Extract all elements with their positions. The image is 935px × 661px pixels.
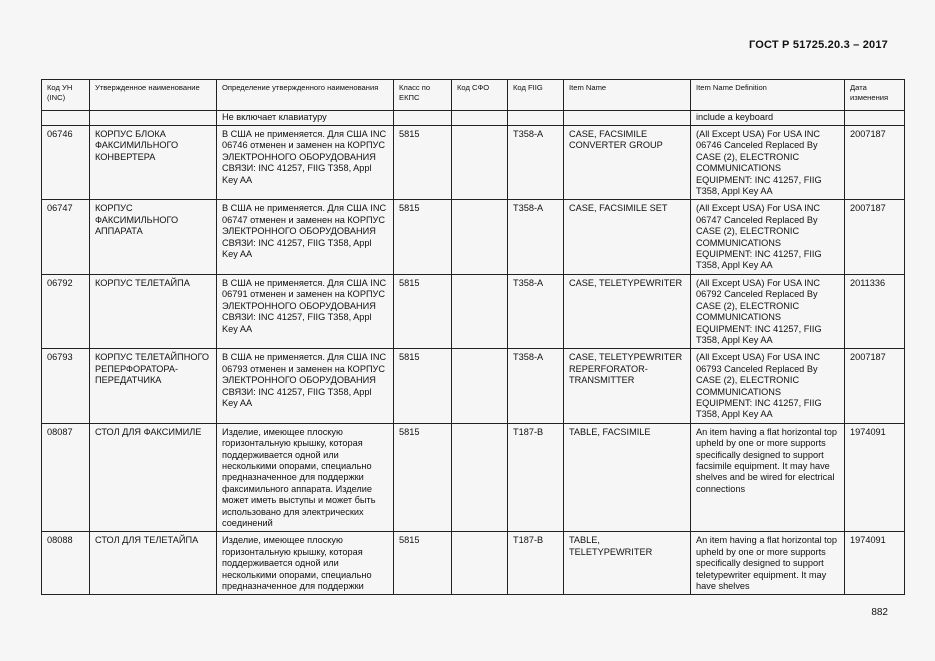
table-row <box>42 126 905 200</box>
header-sfo: Код СФО <box>452 80 508 111</box>
cell-date: 2007187 <box>845 126 905 200</box>
cell-date: 2007187 <box>845 200 905 274</box>
table-header-row <box>42 80 905 111</box>
cell-code: 06793 <box>42 349 90 423</box>
cell-date: 1974091 <box>845 532 905 595</box>
table-row <box>42 274 905 348</box>
cell-code: 06747 <box>42 200 90 274</box>
cell-fiig: T358-A <box>508 274 564 348</box>
cell-class: 5815 <box>394 423 452 532</box>
cell-definition: В США не применяется. Для США INC 06747 отменен и заменен на КОРПУС ЭЛЕКТРОННОГО ОБОРУДОВАНИЯ СВЯЗИ: INC 41257, FIIG T358, Appl Key AA <box>217 200 394 274</box>
catalog-table <box>41 79 905 595</box>
cell-item-name: TABLE, TELETYPEWRITER <box>564 532 691 595</box>
cell-date: 2007187 <box>845 349 905 423</box>
cell-code: 08088 <box>42 532 90 595</box>
cell-fiig: T358-A <box>508 349 564 423</box>
cell-item-name-definition: An item having a flat horizontal top upheld by one or more supports specifically designed to support facsimile equipment. It may have shelves and be wired for electrical connections <box>691 423 845 532</box>
cell-item-name: CASE, TELETYPEWRITER REPERFORATOR-TRANSMITTER <box>564 349 691 423</box>
header-approved-name: Утвержденное наименование <box>90 80 217 111</box>
cell-item-name-definition: (All Except USA) For USA INC 06793 Canceled Replaced By CASE (2), ELECTRONIC COMMUNICATIONS EQUIPMENT: INC 41257, FIIG T358, Appl Key AA <box>691 349 845 423</box>
page-number: 882 <box>871 607 888 618</box>
cell-fiig: T187-B <box>508 532 564 595</box>
cell-approved-name: КОРПУС ФАКСИМИЛЬНОГО АППАРАТА <box>90 200 217 274</box>
continuation-row <box>42 111 905 126</box>
header-definition: Определение утвержденного наименования <box>217 80 394 111</box>
cell-item-name-definition: (All Except USA) For USA INC 06746 Canceled Replaced By CASE (2), ELECTRONIC COMMUNICATIONS EQUIPMENT: INC 41257, FIIG T358, Appl Key AA <box>691 126 845 200</box>
table-row <box>42 200 905 274</box>
header-fiig: Код FIIG <box>508 80 564 111</box>
cell-definition: Изделие, имеющее плоскую горизонтальную крышку, которая поддерживается одной или несколькими опорами, специально предназначенное для поддержки факсимильного аппарата. Изделие может иметь выступы и может быть использовано для электрических соединений <box>217 423 394 532</box>
table-row <box>42 349 905 423</box>
continuation-item-name-definition: include a keyboard <box>691 111 845 126</box>
cell-sfo <box>452 126 508 200</box>
cell-item-name-definition: An item having a flat horizontal top upheld by one or more supports specifically designed to support teletypewriter equipment. It may have shelves <box>691 532 845 595</box>
cell-class: 5815 <box>394 126 452 200</box>
cell-definition: Изделие, имеющее плоскую горизонтальную крышку, которая поддерживается одной или несколькими опорами, специально предназначенное для поддержки <box>217 532 394 595</box>
cell-sfo <box>452 349 508 423</box>
cell-item-name: TABLE, FACSIMILE <box>564 423 691 532</box>
table-row <box>42 532 905 595</box>
cell-approved-name: КОРПУС ТЕЛЕТАЙПНОГО РЕПЕРФОРАТОРА-ПЕРЕДАТЧИКА <box>90 349 217 423</box>
cell-item-name-definition: (All Except USA) For USA INC 06747 Canceled Replaced By CASE (2), ELECTRONIC COMMUNICATIONS EQUIPMENT: INC 41257, FIIG T358, Appl Key AA <box>691 200 845 274</box>
cell-date: 1974091 <box>845 423 905 532</box>
cell-class: 5815 <box>394 200 452 274</box>
header-class: Класс по ЕКПС <box>394 80 452 111</box>
header-item-name-definition: Item Name Definition <box>691 80 845 111</box>
cell-class: 5815 <box>394 532 452 595</box>
cell-sfo <box>452 200 508 274</box>
cell-code: 08087 <box>42 423 90 532</box>
cell-code: 06746 <box>42 126 90 200</box>
cell-class: 5815 <box>394 274 452 348</box>
cell-item-name: CASE, FACSIMILE CONVERTER GROUP <box>564 126 691 200</box>
cell-item-name: CASE, TELETYPEWRITER <box>564 274 691 348</box>
table-row <box>42 423 905 532</box>
cell-sfo <box>452 423 508 532</box>
cell-fiig: T358-A <box>508 126 564 200</box>
cell-approved-name: КОРПУС БЛОКА ФАКСИМИЛЬНОГО КОНВЕРТЕРА <box>90 126 217 200</box>
cell-item-name: CASE, FACSIMILE SET <box>564 200 691 274</box>
cell-class: 5815 <box>394 349 452 423</box>
cell-item-name-definition: (All Except USA) For USA INC 06792 Canceled Replaced By CASE (2), ELECTRONIC COMMUNICATIONS EQUIPMENT: INC 41257, FIIG T358, Appl Key AA <box>691 274 845 348</box>
cell-date: 2011336 <box>845 274 905 348</box>
cell-definition: В США не применяется. Для США INC 06746 отменен и заменен на КОРПУС ЭЛЕКТРОННОГО ОБОРУДОВАНИЯ СВЯЗИ: INC 41257, FIIG T358, Appl Key AA <box>217 126 394 200</box>
cell-fiig: T358-A <box>508 200 564 274</box>
cell-approved-name: СТОЛ ДЛЯ ТЕЛЕТАЙПА <box>90 532 217 595</box>
cell-definition: В США не применяется. Для США INC 06793 отменен и заменен на КОРПУС ЭЛЕКТРОННОГО ОБОРУДОВАНИЯ СВЯЗИ: INC 41257, FIIG T358, Appl Key AA <box>217 349 394 423</box>
cell-code: 06792 <box>42 274 90 348</box>
header-item-name: Item Name <box>564 80 691 111</box>
cell-definition: В США не применяется. Для США INC 06791 отменен и заменен на КОРПУС ЭЛЕКТРОННОГО ОБОРУДОВАНИЯ СВЯЗИ: INC 41257, FIIG T358, Appl Key AA <box>217 274 394 348</box>
cell-approved-name: СТОЛ ДЛЯ ФАКСИМИЛЕ <box>90 423 217 532</box>
document-title: ГОСТ Р 51725.20.3 – 2017 <box>748 39 888 51</box>
cell-sfo <box>452 532 508 595</box>
cell-approved-name: КОРПУС ТЕЛЕТАЙПА <box>90 274 217 348</box>
cell-sfo <box>452 274 508 348</box>
header-date: Дата изменения <box>845 80 905 111</box>
continuation-definition: Не включает клавиатуру <box>217 111 394 126</box>
header-code: Код УН (INC) <box>42 80 90 111</box>
cell-fiig: T187-B <box>508 423 564 532</box>
